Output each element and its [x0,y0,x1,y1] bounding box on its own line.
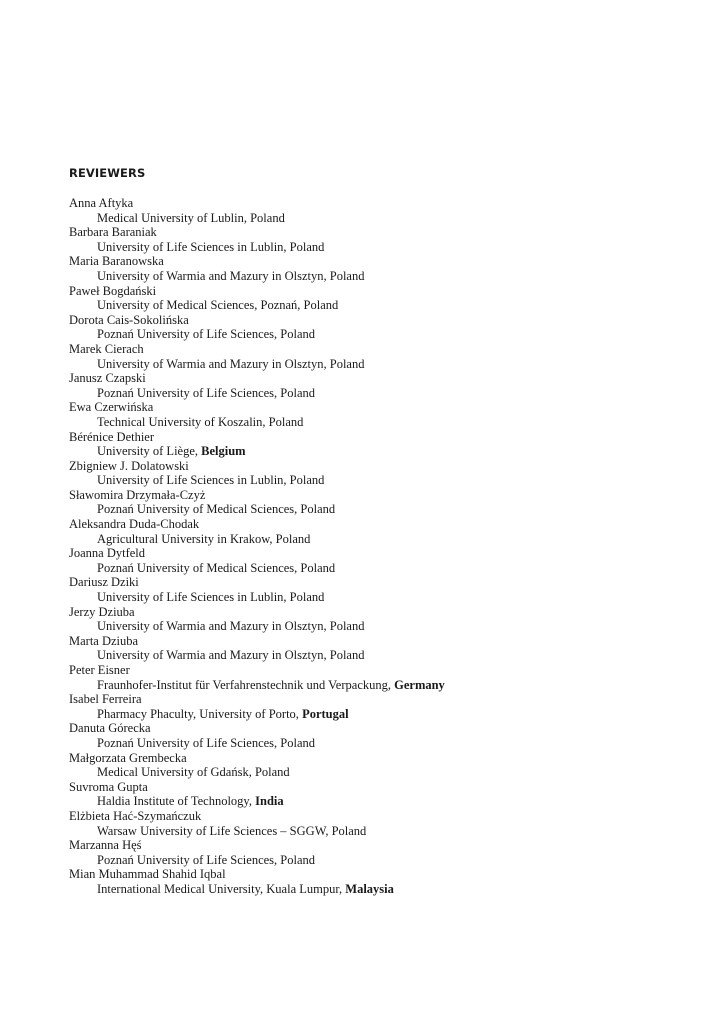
reviewer-entry [69,692,689,721]
reviewers-page [69,166,689,897]
reviewer-affiliation [69,415,689,430]
reviewer-name: Zbigniew J. Dolatowski [69,458,189,473]
affiliation-text: Poznań University of Life Sciences, Poland [97,385,316,400]
reviewer-affiliation [69,707,689,722]
affiliation-text: Poznań University of Medical Sciences, Poland [97,502,336,517]
reviewer-entry [69,663,689,692]
affiliation-text: University of Warmia and Mazury in Olsztyn, Poland [97,356,365,371]
reviewer-name: Mian Muhammad Shahid Iqbal [69,867,226,882]
reviewer-entry [69,225,689,254]
affiliation-country: Belgium [201,444,246,459]
reviewer-entry [69,721,689,750]
reviewer-affiliation [69,853,689,868]
affiliation-text: University of Warmia and Mazury in Olsztyn, Poland [97,268,365,283]
reviewer-affiliation [69,648,689,663]
affiliation-text: University of Life Sciences in Lublin, Poland [97,473,325,488]
reviewer-name: Isabel Ferreira [69,692,142,707]
reviewer-entry [69,575,689,604]
reviewer-name: Aleksandra Duda-Chodak [69,517,200,532]
reviewer-affiliation [69,590,689,605]
reviewer-affiliation [69,357,689,372]
reviewer-affiliation [69,794,689,809]
reviewer-affiliation [69,269,689,284]
reviewer-affiliation [69,882,689,897]
reviewer-entry [69,546,689,575]
affiliation-text: Warsaw University of Life Sciences – SGGW, Poland [97,823,367,838]
reviewer-name: Marta Dziuba [69,633,139,648]
reviewer-affiliation [69,502,689,517]
reviewer-entry [69,430,689,459]
reviewer-affiliation [69,327,689,342]
reviewer-name: Suvroma Gupta [69,779,148,794]
affiliation-text: University of Medical Sciences, Poznań, Poland [97,298,339,313]
reviewer-name: Marzanna Hęś [69,838,142,853]
reviewer-affiliation [69,444,689,459]
affiliation-text: Poznań University of Life Sciences, Poland [97,327,316,342]
affiliation-text: Poznań University of Medical Sciences, Poland [97,560,336,575]
affiliation-text: Technical University of Koszalin, Poland [97,414,304,429]
reviewer-entry [69,488,689,517]
reviewer-list [69,196,689,897]
reviewer-entry [69,867,689,896]
reviewer-name: Marek Cierach [69,341,144,356]
affiliation-text: Agricultural University in Krakow, Poland [97,531,311,546]
reviewer-affiliation [69,473,689,488]
reviewer-name: Danuta Górecka [69,721,151,736]
reviewer-entry [69,838,689,867]
affiliation-text: International Medical University, Kuala Lumpur, [97,881,346,896]
reviewer-entry [69,371,689,400]
reviewer-name: Elżbieta Hać-Szymańczuk [69,808,202,823]
reviewer-name: Ewa Czerwińska [69,400,154,415]
reviewer-name: Joanna Dytfeld [69,546,146,561]
reviewer-name: Peter Eisner [69,663,130,677]
reviewer-name: Bérénice Dethier [69,429,155,444]
affiliation-text: Fraunhofer-Institut für Verfahrenstechnik und Verpackung, [97,677,395,692]
reviewer-entry [69,284,689,313]
reviewer-entry [69,780,689,809]
affiliation-text: University of Warmia and Mazury in Olsztyn, Poland [97,648,365,663]
affiliation-text: Pharmacy Phaculty, University of Porto, [97,706,303,721]
reviewer-affiliation [69,736,689,751]
page-title: REVIEWERS [69,166,146,180]
reviewer-affiliation [69,532,689,547]
reviewer-entry [69,342,689,371]
reviewer-affiliation [69,386,689,401]
reviewer-entry [69,809,689,838]
reviewer-name: Barbara Baraniak [69,225,157,240]
reviewer-name: Małgorzata Grembecka [69,750,187,765]
reviewer-name: Dorota Cais-Sokolińska [69,312,189,327]
affiliation-text: University of Liège, [97,444,202,459]
affiliation-text: University of Life Sciences in Lublin, Poland [97,590,325,605]
affiliation-text: Poznań University of Life Sciences, Poland [97,852,316,867]
reviewer-entry [69,751,689,780]
reviewer-name: Dariusz Dziki [69,575,139,590]
reviewer-name: Janusz Czapski [69,371,146,386]
reviewer-entry [69,459,689,488]
reviewer-entry [69,517,689,546]
affiliation-country: Germany [394,677,445,692]
affiliation-text: Medical University of Lublin, Poland [97,210,285,225]
affiliation-text: University of Warmia and Mazury in Olsztyn, Poland [97,619,365,634]
affiliation-text: Medical University of Gdańsk, Poland [97,765,290,780]
reviewer-affiliation [69,211,689,226]
reviewer-affiliation [69,678,689,693]
reviewer-entry [69,605,689,634]
reviewer-affiliation [69,619,689,634]
reviewer-name: Maria Baranowska [69,254,164,269]
reviewer-affiliation [69,240,689,255]
affiliation-country: India [255,794,284,809]
affiliation-text: University of Life Sciences in Lublin, Poland [97,239,325,254]
reviewer-entry [69,400,689,429]
reviewer-affiliation [69,765,689,780]
reviewer-affiliation [69,561,689,576]
reviewer-name: Sławomira Drzymała-Czyż [69,487,206,502]
reviewer-name: Paweł Bogdański [69,283,157,298]
reviewer-entry [69,313,689,342]
reviewer-name: Anna Aftyka [69,196,134,210]
affiliation-country: Malaysia [345,881,394,896]
reviewer-affiliation [69,298,689,313]
reviewer-entry [69,634,689,663]
affiliation-text: Haldia Institute of Technology, [97,794,256,809]
affiliation-country: Portugal [302,706,349,721]
reviewer-name: Jerzy Dziuba [69,604,135,619]
reviewer-entry [69,196,689,225]
reviewer-affiliation [69,824,689,839]
reviewer-entry [69,254,689,283]
affiliation-text: Poznań University of Life Sciences, Poland [97,735,316,750]
